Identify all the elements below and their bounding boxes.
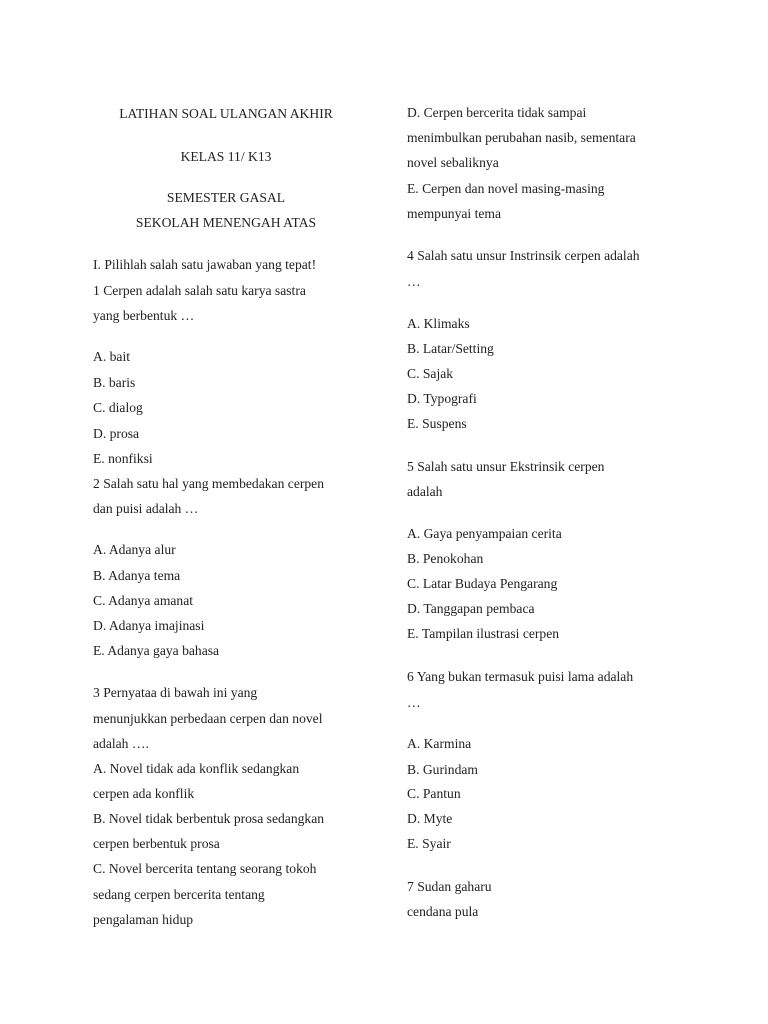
question-2-option: D. Adanya imajinasi [93,618,205,633]
question-3-option: cerpen ada konflik [93,786,195,801]
question-5-option: A. Gaya penyampaian cerita [407,526,562,541]
question-3-option: A. Novel tidak ada konflik sedangkan [93,761,300,776]
question-7-line: cendana pula [407,904,479,919]
question-6-option: E. Syair [407,836,451,851]
question-5-option: E. Tampilan ilustrasi cerpen [407,626,560,641]
question-3-line: 3 Pernyataa di bawah ini yang [93,685,258,700]
question-3-option: C. Novel bercerita tentang seorang tokoh [93,861,317,876]
question-5-line: adalah [407,484,443,499]
document-title: LATIHAN SOAL ULANGAN AKHIR [119,106,333,121]
question-4-line: … [407,274,421,289]
question-3-line: menunjukkan perbedaan cerpen dan novel [93,711,323,726]
question-6-line: … [407,695,421,710]
question-6-line: 6 Yang bukan termasuk puisi lama adalah [407,669,634,684]
question-6-option: D. Myte [407,811,453,826]
question-7-line: 7 Sudan gaharu [407,879,492,894]
question-3-option: E. Cerpen dan novel masing-masing [407,181,605,196]
question-1-line: 1 Cerpen adalah salah satu karya sastra [93,283,306,298]
question-5-option: D. Tanggapan pembaca [407,601,535,616]
question-1-option: E. nonfiksi [93,451,153,466]
instruction-line: I. Pilihlah salah satu jawaban yang tepat! [93,257,317,272]
question-1-line: yang berbentuk … [93,308,195,323]
question-4-option: A. Klimaks [407,316,470,331]
question-6-option: A. Karmina [407,736,472,751]
question-2-option: B. Adanya tema [93,568,181,583]
question-4-option: E. Suspens [407,416,467,431]
question-5-option: B. Penokohan [407,551,484,566]
question-3-option: mempunyai tema [407,206,501,221]
question-1-option: B. baris [93,375,136,390]
question-5-option: C. Latar Budaya Pengarang [407,576,558,591]
question-4-line: 4 Salah satu unsur Instrinsik cerpen adalah [407,248,640,263]
question-3-line: adalah …. [93,736,149,751]
question-3-option: menimbulkan perubahan nasib, sementara [407,130,636,145]
question-5-line: 5 Salah satu unsur Ekstrinsik cerpen [407,459,605,474]
question-6-option: B. Gurindam [407,762,478,777]
question-2-option: A. Adanya alur [93,542,176,557]
question-2-line: 2 Salah satu hal yang membedakan cerpen [93,476,325,491]
question-4-option: B. Latar/Setting [407,341,494,356]
semester-label: SEMESTER GASAL [166,190,286,205]
question-2-option: E. Adanya gaya bahasa [93,643,220,658]
question-3-option: pengalaman hidup [93,912,194,927]
question-6-option: C. Pantun [407,786,461,801]
question-2-line: dan puisi adalah … [93,501,199,516]
question-3-option: D. Cerpen bercerita tidak sampai [407,105,587,120]
school-label: SEKOLAH MENENGAH ATAS [135,215,317,230]
question-1-option: C. dialog [93,400,143,415]
question-3-option: cerpen berbentuk prosa [93,836,220,851]
question-3-option: B. Novel tidak berbentuk prosa sedangkan [93,811,325,826]
class-label: KELAS 11/ K13 [180,149,272,164]
question-4-option: D. Typografi [407,391,477,406]
question-1-option: D. prosa [93,426,140,441]
question-2-option: C. Adanya amanat [93,593,194,608]
question-4-option: C. Sajak [407,366,454,381]
question-3-option: novel sebaliknya [407,155,499,170]
question-3-option: sedang cerpen bercerita tentang [93,887,265,902]
question-1-option: A. bait [93,349,130,364]
